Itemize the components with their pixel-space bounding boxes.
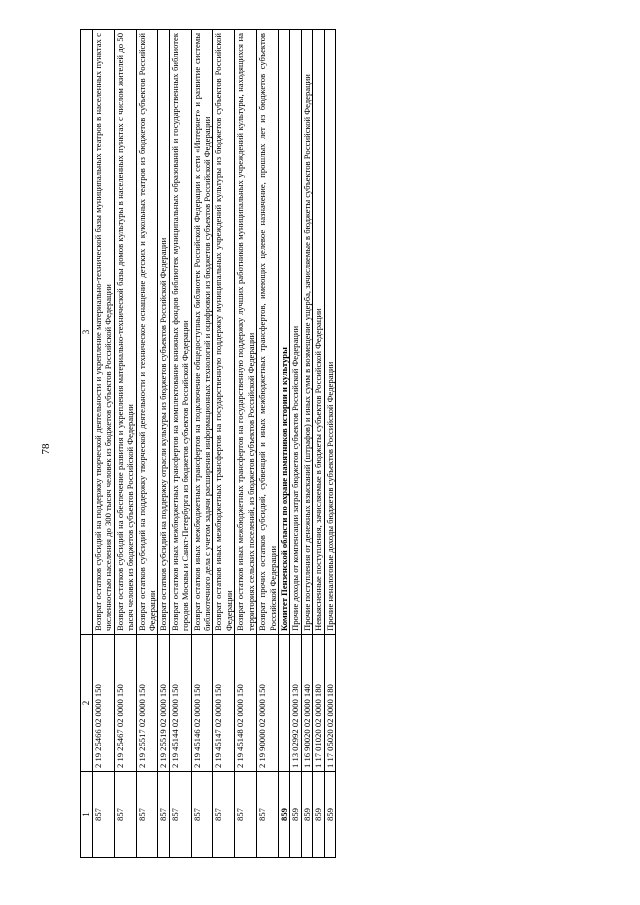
budget-code-cell: 1 17 05020 02 0000 180 — [324, 635, 335, 772]
page-number: 78 — [40, 443, 52, 455]
admin-code-cell: 859 — [301, 772, 312, 858]
description-cell: Возврат остатков иных межбюджетных трансфертов на комплектование книжных фондов библиотек муниципальных образований и государственных библиотек городов Москвы и Санкт-Петербурга из бюджетов субъектов Российской Федерации — [169, 30, 191, 635]
description-cell: Прочие неналоговые доходы бюджетов субъектов Российской Федерации — [324, 30, 335, 635]
table-row — [114, 30, 136, 858]
budget-code-cell: 1 16 90020 02 0000 140 — [301, 635, 312, 772]
description-cell: Возврат остатков иных межбюджетных трансфертов на подключение общедоступных библиотек Российской Федерации к сети «Интернет» и развитие системы библиотечного дела с учетом задачи расширения информационных технологий и оцифровки из бюджетов субъектов Российской Федерации — [191, 30, 213, 635]
table-row — [169, 30, 191, 858]
budget-code-cell: 2 19 45146 02 0000 150 — [191, 635, 213, 772]
revenue-codes-table — [80, 29, 336, 858]
table-row — [191, 30, 213, 858]
admin-code-cell: 857 — [93, 772, 115, 858]
description-cell: Возврат остатков субсидий на поддержку отрасли культуры из бюджетов субъектов Российской Федерации — [158, 30, 169, 635]
table-row — [278, 30, 289, 858]
description-cell: Возврат остатков иных межбюджетных трансфертов на государственную поддержку лучших работников муниципальных учреждений культуры, находящихся на территориях сельских поселений, из бюджетов субъектов Российской Федерации — [235, 30, 257, 635]
budget-code-cell: 2 19 25467 02 0000 150 — [114, 635, 136, 772]
table-row — [136, 30, 158, 858]
budget-code-cell: 2 19 90000 02 0000 150 — [257, 635, 279, 772]
budget-code-cell: 2 19 25519 02 0000 150 — [158, 635, 169, 772]
budget-code-cell — [278, 635, 289, 772]
admin-code-cell: 859 — [324, 772, 335, 858]
description-cell: Невыясненные поступления, зачисляемые в бюджеты субъектов Российской Федерации — [313, 30, 324, 635]
budget-code-cell: 2 19 25517 02 0000 150 — [136, 635, 158, 772]
admin-code-cell: 857 — [158, 772, 169, 858]
admin-code-cell: 859 — [313, 772, 324, 858]
table-row — [93, 30, 115, 858]
admin-code-cell: 857 — [136, 772, 158, 858]
admin-code-cell: 859 — [278, 772, 289, 858]
description-cell: Комитет Пензенской области по охране памятников истории и культуры — [278, 30, 289, 635]
admin-code-cell: 857 — [213, 772, 235, 858]
description-cell: Прочие доходы от компенсации затрат бюджетов субъектов Российской Федерации — [290, 30, 301, 635]
header-col-1: 1 — [81, 772, 93, 858]
description-cell: Возврат остатков субсидий на обеспечение развития и укрепления материально-технической базы домов культуры в населенных пунктах с числом жителей до 50 тысяч человек из бюджетов субъектов Российской Федерации — [114, 30, 136, 635]
table-header-row — [81, 30, 93, 858]
table-row — [313, 30, 324, 858]
budget-code-cell: 2 19 45147 02 0000 150 — [213, 635, 235, 772]
description-cell: Прочие поступления от денежных взысканий (штрафов) и иных сумм в возмещение ущерба, зачисляемые в бюджеты субъектов Российской Федерации — [301, 30, 312, 635]
budget-code-cell: 2 19 45144 02 0000 150 — [169, 635, 191, 772]
budget-code-cell: 2 19 25466 02 0000 150 — [93, 635, 115, 772]
description-cell: Возврат остатков субсидий на поддержку творческой деятельности и техническое оснащение детских и кукольных театров из бюджетов субъектов Российской Федерации — [136, 30, 158, 635]
admin-code-cell: 859 — [290, 772, 301, 858]
budget-code-cell: 1 17 01020 02 0000 180 — [313, 635, 324, 772]
description-cell: Возврат остатков иных межбюджетных трансфертов на государственную поддержку муниципальных учреждений культуры из бюджетов субъектов Российской Федерации — [213, 30, 235, 635]
admin-code-cell: 857 — [257, 772, 279, 858]
admin-code-cell: 857 — [191, 772, 213, 858]
budget-code-cell: 2 19 45148 02 0000 150 — [235, 635, 257, 772]
budget-code-cell: 1 13 02992 02 0000 130 — [290, 635, 301, 772]
table-row — [301, 30, 312, 858]
table-body — [81, 30, 336, 858]
admin-code-cell: 857 — [235, 772, 257, 858]
table-row — [257, 30, 279, 858]
table-row — [213, 30, 235, 858]
description-cell: Возврат остатков субсидий на поддержку творческой деятельности и укрепление материально-технической базы муниципальных театров в населенных пунктах с численностью населения до 300 тысяч человек из бюджетов субъектов Российской Федерации — [93, 30, 115, 635]
admin-code-cell: 857 — [114, 772, 136, 858]
description-cell: Возврат прочих остатков субсидий, субвенций и иных межбюджетных трансфертов, имеющих целевое назначение, прошлых лет из бюджетов субъектов Российской Федерации — [257, 30, 279, 635]
table-row — [324, 30, 335, 858]
header-col-3: 3 — [81, 30, 93, 635]
admin-code-cell: 857 — [169, 772, 191, 858]
header-col-2: 2 — [81, 635, 93, 772]
table-row — [290, 30, 301, 858]
rotated-table-container — [80, 30, 565, 858]
table-row — [158, 30, 169, 858]
table-row — [235, 30, 257, 858]
